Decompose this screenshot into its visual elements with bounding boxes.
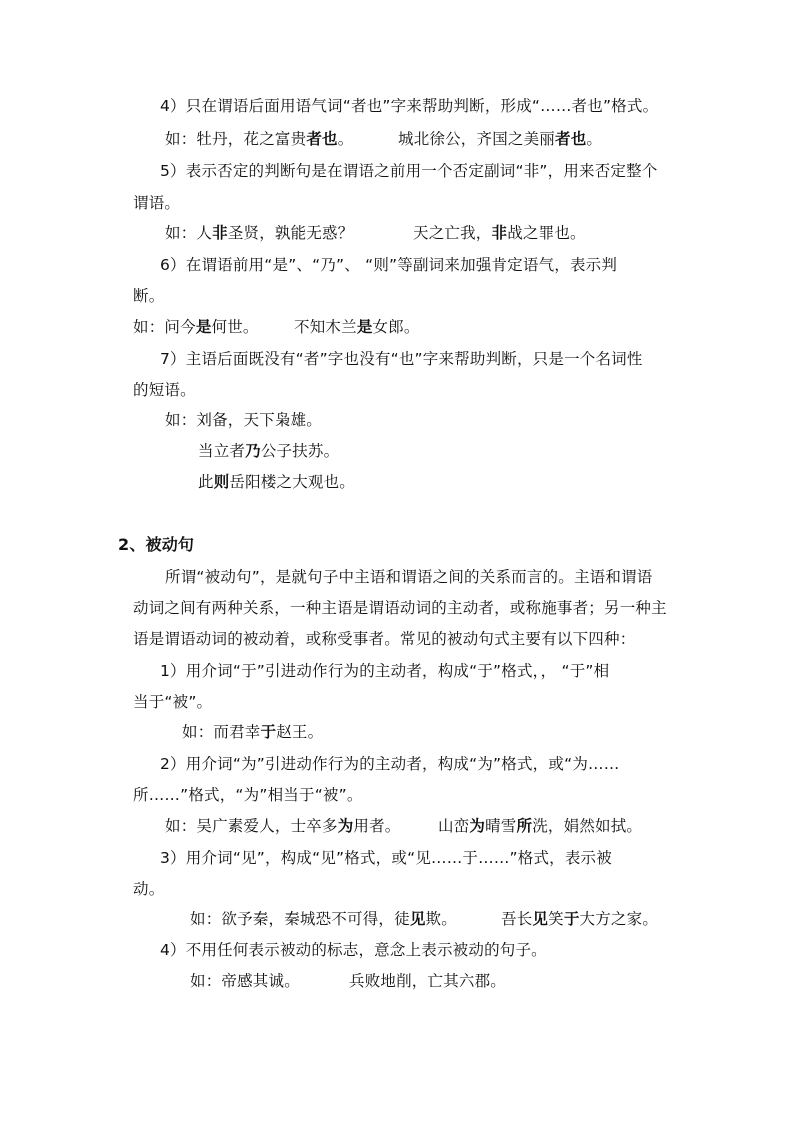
passive-intro-line2: 动词之间有两种关系，一种主语是谓语动词的主动者，或称施事者；另一种主 bbox=[133, 599, 667, 617]
passive-rule-2-line2: 所……”格式，“为”相当于“被”。 bbox=[133, 786, 363, 804]
rule-6-text-line1: 6）在谓语前用“是”、“乃”、 “则”等副词来加强肯定语气，表示判 bbox=[160, 256, 618, 274]
rule-7-example-3: 此则岳阳楼之大观也。 bbox=[198, 473, 356, 491]
passive-intro-line1: 所谓“被动句”，是就句子中主语和谓语之间的关系而言的。主语和谓语 bbox=[165, 568, 653, 586]
passive-rule-4-example-2: 兵败地削，亡其六郡。 bbox=[349, 972, 507, 990]
rule-7-example-1: 如：刘备，天下枭雄。 bbox=[165, 411, 323, 429]
rule-7-example-2: 当立者乃公子扶苏。 bbox=[198, 442, 340, 460]
passive-rule-1-example: 如：而君幸于赵王。 bbox=[182, 723, 324, 741]
passive-rule-4-line1: 4）不用任何表示被动的标志，意念上表示被动的句子。 bbox=[160, 941, 547, 959]
rule-6-example-1: 如：问今是何世。 bbox=[133, 318, 259, 336]
rule-5-text-line2: 谓语。 bbox=[133, 194, 181, 212]
rule-6-example-2: 不知木兰是女郎。 bbox=[294, 318, 420, 336]
passive-rule-2-example-2: 山峦为晴雪所洗，娟然如拭。 bbox=[438, 817, 643, 835]
rule-7-text-line2: 的短语。 bbox=[133, 381, 196, 399]
passive-rule-2-example-1: 如：吴广素爱人，士卒多为用者。 bbox=[165, 817, 401, 835]
passive-rule-2-line1: 2）用介词“为”引进动作行为的主动者，构成“为”格式，或“为…… bbox=[160, 755, 620, 773]
passive-rule-3-example-2: 吾长见笑于大方之家。 bbox=[501, 910, 659, 928]
rule-5-text-line1: 5）表示否定的判断句是在谓语之前用一个否定副词“非”，用来否定整个 bbox=[160, 162, 658, 180]
passive-rule-3-line2: 动。 bbox=[133, 880, 165, 898]
rule-4-text: 4）只在谓语后面用语气词“者也”字来帮助判断，形成“……者也”格式。 bbox=[160, 97, 659, 115]
rule-4-example-2: 城北徐公，齐国之美丽者也。 bbox=[398, 130, 603, 148]
passive-intro-line3: 语是谓语动词的被动着，或称受事者。常见的被动句式主要有以下四种： bbox=[133, 630, 636, 648]
passive-rule-3-line1: 3）用介词“见”，构成“见”格式，或“见……于……”格式，表示被 bbox=[160, 849, 612, 867]
passive-rule-3-example-1: 如：欲予秦，秦城恐不可得，徒见欺。 bbox=[190, 910, 457, 928]
section-heading-passive: 2、被动句 bbox=[118, 535, 195, 554]
rule-7-text-line1: 7）主语后面既没有“者”字也没有“也”字来帮助判断，只是一个名词性 bbox=[160, 350, 643, 368]
passive-rule-1-line2: 当于“被”。 bbox=[133, 693, 213, 711]
rule-4-example-1: 如：牡丹，花之富贵者也。 bbox=[165, 130, 354, 148]
rule-5-example-1: 如：人非圣贤，孰能无惑？ bbox=[165, 224, 354, 242]
rule-6-text-line2: 断。 bbox=[133, 287, 165, 305]
rule-5-example-2: 天之亡我，非战之罪也。 bbox=[413, 224, 586, 242]
passive-rule-4-example-1: 如：帝感其诚。 bbox=[190, 972, 300, 990]
passive-rule-1-line1: 1）用介词“于”引进动作行为的主动者，构成“于”格式，， “于”相 bbox=[160, 662, 610, 680]
